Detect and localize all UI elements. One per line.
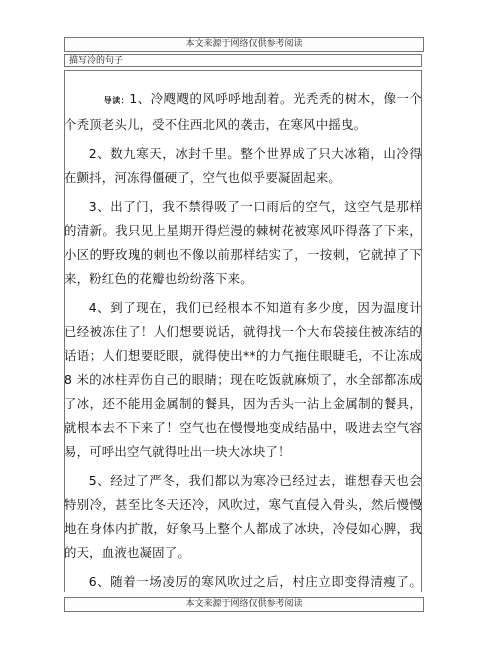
paragraph-4: 4、到了现在，我们已经根本不知道有多少度，因为温度计已经被冻住了！人们想要说话，就得找一个大布袋接住被冻结的话语；人们想要眨眼，就得使出**的力气拖住眼睫毛，不让冻成 8 米的冰柱弄伤自己的眼睛；现在吃饭就麻烦了，水全部都冻成了冰，还不能用金属制的餐具，因为舌头一沾上金属制的餐具，就根本去不下来了！空气也在慢慢地变成结晶中，吸进去空气容易，可呼出空气就得吐出一块大冰块了！ [64,300,422,459]
paragraph-6: 6、随着一场凌厉的寒风吹过之后，村庄立即变得清瘦了。 [88,574,422,589]
header-banner: 本文来源于网络仅供参考阅读 [64,37,424,52]
document-title: 描写冷的句子 [64,54,422,67]
document-body [64,87,422,623]
paragraph-5: 5、经过了严冬，我们都以为寒冷已经过去，谁想春天也会特别冷，甚至比冬天还冷，风吹过，寒气直侵入骨头，然后慢慢地在身体内扩散，好象马上整个人都成了冰块，冷侵如心脾，我的天，血液也凝固了。 [64,473,422,560]
paragraph-3: 3、出了门，我不禁得吸了一口雨后的空气，这空气是那样的清新。我只见上星期开得烂漫的棘树花被寒风吓得落了下来，小区的野玫瑰的刺也不像以前那样结实了，一按刺，它就掉了下来，粉红色的花瓣也纷纷落下来。 [64,199,422,286]
paragraph-1 [64,87,422,137]
paragraph-text: 1、冷飕飕的风呼呼地刮着。光秃秃的树木，像一个个秃顶老头儿，受不住西北风的袭击，在寒风中摇曳。 [64,91,422,132]
lead-label: 导读： [103,96,130,105]
paragraph-2: 2、数九寒天，冰封千里。整个世界成了只大冰箱，山冷得在颤抖，河冻得僵硬了，空气也似乎要凝固起来。 [64,146,422,185]
footer-banner: 本文来源于网络仅供参考阅读 [64,597,424,612]
